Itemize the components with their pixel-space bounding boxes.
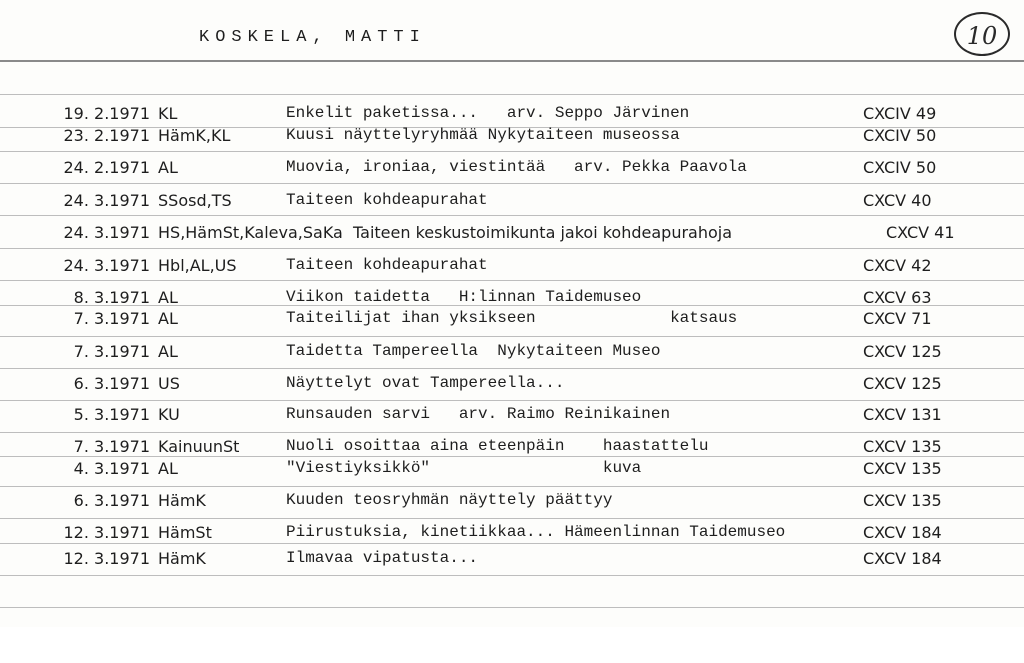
entry-date: 6. 3.1971 — [73, 374, 150, 393]
entry-row — [0, 158, 1024, 178]
entry-ref: CXCIV 50 — [863, 158, 937, 177]
entry-row — [0, 191, 1024, 211]
entry-source: HS,HämSt,Kaleva,SaKa Taiteen keskustoimikunta jakoi kohdeapurahoja — [158, 223, 733, 242]
entry-source: AL — [158, 309, 178, 328]
entry-date: 6. 3.1971 — [73, 491, 150, 510]
entry-ref: CXCV 131 — [863, 405, 942, 424]
entry-source: Hbl,AL,US — [158, 256, 237, 275]
card-title: KOSKELA, MATTI — [199, 28, 426, 47]
ruled-line — [0, 432, 1024, 433]
entry-source: AL — [158, 158, 178, 177]
entry-date: 12. 3.1971 — [63, 523, 150, 542]
ruled-line — [0, 575, 1024, 576]
entry-title: Viikon taidetta H:linnan Taidemuseo — [286, 288, 642, 306]
entry-row — [0, 491, 1024, 511]
entry-ref: CXCV 125 — [863, 374, 942, 393]
entry-date: 5. 3.1971 — [73, 405, 150, 424]
entry-date: 4. 3.1971 — [73, 459, 150, 478]
entry-date: 8. 3.1971 — [73, 288, 150, 307]
entry-source: HämSt — [158, 523, 212, 542]
entry-row — [0, 309, 1024, 329]
entry-source: KL — [158, 104, 178, 123]
entry-title: Taiteen kohdeapurahat — [286, 191, 488, 209]
ruled-line — [0, 248, 1024, 249]
entry-title: Taiteen kohdeapurahat — [286, 256, 488, 274]
ruled-line — [0, 368, 1024, 369]
entry-source: SSosd,TS — [158, 191, 232, 210]
entry-row — [0, 104, 1024, 124]
entry-ref: CXCV 71 — [863, 309, 932, 328]
entry-ref: CXCV 184 — [863, 523, 942, 542]
entry-date: 7. 3.1971 — [73, 342, 150, 361]
entry-row — [0, 437, 1024, 457]
entry-source: AL — [158, 288, 178, 307]
entry-title: Piirustuksia, kinetiikkaa... Hämeenlinnan Taidemuseo — [286, 523, 786, 541]
entry-row — [0, 374, 1024, 394]
entry-date: 24. 2.1971 — [63, 158, 150, 177]
entry-source: KainuunSt — [158, 437, 240, 456]
header-rule — [0, 60, 1024, 62]
entry-source: KU — [158, 405, 180, 424]
entry-row — [0, 523, 1024, 543]
entry-ref: CXCIV 49 — [863, 104, 937, 123]
entry-title: Näyttelyt ovat Tampereella... — [286, 374, 565, 392]
ruled-line — [0, 400, 1024, 401]
entry-date: 24. 3.1971 — [63, 191, 150, 210]
entry-date: 24. 3.1971 — [63, 223, 150, 242]
entry-row — [0, 288, 1024, 308]
entry-title: Ilmavaa vipatusta... — [286, 549, 479, 567]
entry-ref: CXCV 135 — [863, 437, 942, 456]
entry-row — [0, 405, 1024, 425]
ruled-line — [0, 543, 1024, 544]
entry-source: US — [158, 374, 180, 393]
ruled-line — [0, 607, 1024, 608]
entry-title: Enkelit paketissa... arv. Seppo Järvinen — [286, 104, 690, 122]
ruled-line — [0, 94, 1024, 95]
entry-title: Kuuden teosryhmän näyttely päättyy — [286, 491, 613, 509]
entry-ref: CXCV 41 — [886, 223, 955, 242]
entry-date: 19. 2.1971 — [63, 104, 150, 123]
entry-date: 23. 2.1971 — [63, 126, 150, 145]
ruled-line — [0, 518, 1024, 519]
entry-row — [0, 223, 1024, 243]
entry-row — [0, 256, 1024, 276]
entry-source: AL — [158, 342, 178, 361]
entry-source: AL — [158, 459, 178, 478]
ruled-line — [0, 280, 1024, 281]
entry-row — [0, 549, 1024, 569]
ruled-line — [0, 151, 1024, 152]
entry-source: HämK — [158, 549, 206, 568]
entry-ref: CXCIV 50 — [863, 126, 937, 145]
entry-title: Kuusi näyttelyryhmää Nykytaiteen museossa — [286, 126, 680, 144]
card-number-circle: 10 — [954, 12, 1010, 56]
entry-date: 24. 3.1971 — [63, 256, 150, 275]
entry-ref: CXCV 63 — [863, 288, 932, 307]
ruled-line — [0, 183, 1024, 184]
entry-date: 7. 3.1971 — [73, 437, 150, 456]
entry-title: "Viestiyksikkö" kuva — [286, 459, 642, 477]
entry-ref: CXCV 135 — [863, 491, 942, 510]
entry-title: Muovia, ironiaa, viestintää arv. Pekka Paavola — [286, 158, 747, 176]
entry-title: Runsauden sarvi arv. Raimo Reinikainen — [286, 405, 671, 423]
ruled-line — [0, 336, 1024, 337]
entry-title: Nuoli osoittaa aina eteenpäin haastattelu — [286, 437, 709, 455]
entry-ref: CXCV 184 — [863, 549, 942, 568]
entry-title: Taiteilijat ihan yksikseen katsaus — [286, 309, 738, 327]
ruled-line — [0, 486, 1024, 487]
entry-ref: CXCV 135 — [863, 459, 942, 478]
entry-ref: CXCV 40 — [863, 191, 932, 210]
entry-title: Taidetta Tampereella Nykytaiteen Museo — [286, 342, 661, 360]
entry-date: 7. 3.1971 — [73, 309, 150, 328]
entry-row — [0, 342, 1024, 362]
entry-source: HämK,KL — [158, 126, 231, 145]
entry-row — [0, 459, 1024, 479]
entry-row — [0, 126, 1024, 146]
ruled-line — [0, 215, 1024, 216]
entry-ref: CXCV 125 — [863, 342, 942, 361]
entry-ref: CXCV 42 — [863, 256, 932, 275]
entry-source: HämK — [158, 491, 206, 510]
entry-date: 12. 3.1971 — [63, 549, 150, 568]
